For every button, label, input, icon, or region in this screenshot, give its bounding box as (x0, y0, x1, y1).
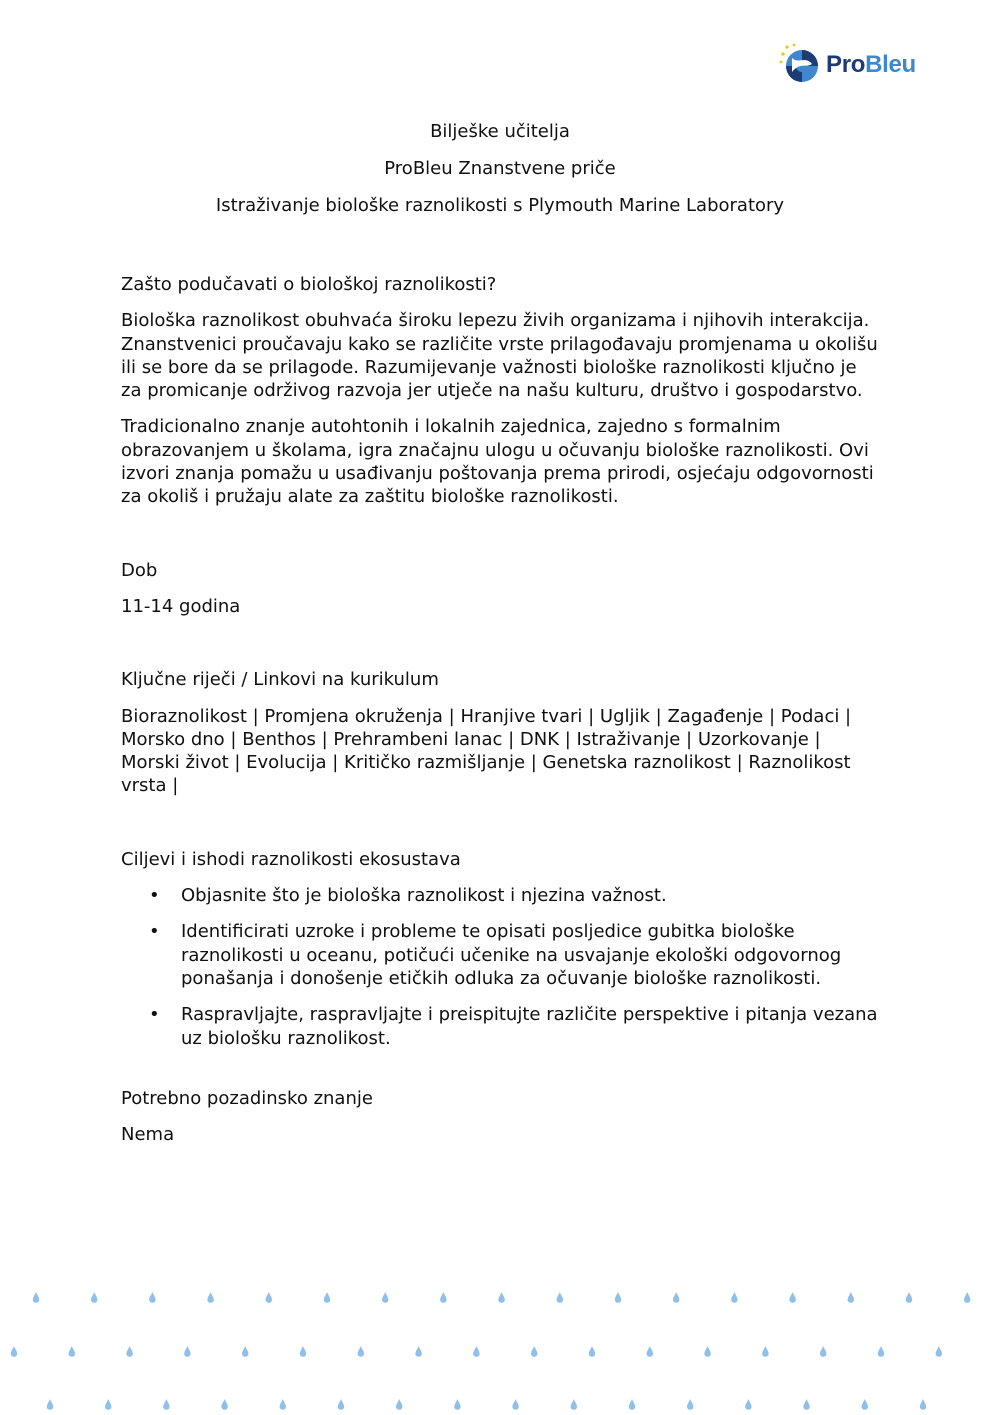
bullet-icon: • (149, 885, 160, 907)
drop-icon (473, 1346, 479, 1357)
drop-icon (512, 1399, 518, 1410)
goals-heading: Ciljevi i ishodi raznolikosti ekosustava (121, 848, 461, 870)
drop-icon (415, 1346, 421, 1357)
drop-icon (878, 1346, 884, 1357)
drop-icon (105, 1399, 111, 1410)
drop-icon (920, 1399, 926, 1410)
background-value: Nema (121, 1124, 175, 1146)
why-paragraph-2: Tradicionalno znanje autohtonih i lokalnih zajednica, zajedno s formalnim obrazovanjem u školama, igra značajnu ulogu u očuvanju biološke raznolikosti. Ovi izvori znanja pomažu u usađivanju poštovanja prema prirodi, osjećaju odgovornosti za okoliš i pružaju alate za zaštitu biološke raznolikosti. (121, 416, 874, 508)
keywords-heading: Ključne riječi / Linkovi na kurikulum (121, 669, 439, 691)
drop-icon (91, 1292, 97, 1303)
header-line-topic: Istraživanje biološke raznolikosti s Plymouth Marine Laboratory (215, 195, 785, 216)
drop-icon (324, 1292, 330, 1303)
drop-icon (803, 1399, 809, 1410)
drop-icon (358, 1346, 364, 1357)
drop-icon (280, 1399, 286, 1410)
list-item-text: Objasnite što je biološka raznolikost i njezina važnost. (181, 885, 667, 907)
drop-icon (589, 1346, 595, 1357)
drop-icon (184, 1346, 190, 1357)
why-paragraph-1: Biološka raznolikost obuhvaća široku lepezu živih organizama i njihovih interakcija. Znanstvenici proučavaju kako se različite vrste prilagođavaju promjenama u okolišu ili se bore da se prilagode. Razumijevanje važnosti biološke raznolikosti ključno je za promicanje održivog razvoja jer utječe na našu kulturu, društvo i gospodarstvo. (121, 310, 878, 402)
drop-icon (629, 1399, 635, 1410)
drop-icon (687, 1399, 693, 1410)
drop-icon (531, 1346, 537, 1357)
drop-icon (69, 1346, 75, 1357)
drop-icon (571, 1399, 577, 1410)
drop-icon (906, 1292, 912, 1303)
drop-icon (300, 1346, 306, 1357)
drop-icon (647, 1346, 653, 1357)
drop-icon (47, 1399, 53, 1410)
drop-icon (382, 1292, 388, 1303)
drop-icon (396, 1399, 402, 1410)
drop-icon (745, 1399, 751, 1410)
logo-text-bleu: Bleu (865, 51, 916, 78)
drop-icon (498, 1292, 504, 1303)
drop-icon (762, 1346, 768, 1357)
age-value: 11-14 godina (121, 595, 241, 617)
bullet-icon: • (149, 921, 160, 943)
drop-icon (936, 1346, 942, 1357)
drop-icon (704, 1346, 710, 1357)
drop-icon (149, 1292, 155, 1303)
drop-icon (615, 1292, 621, 1303)
keywords-text: Bioraznolikost | Promjena okruženja | Hranjive tvari | Ugljik | Zagađenje | Podaci | Morsko dno | Benthos | Prehrambeni lanac | DNK | Istraživanje | Uzorkovanje | Morski život | Evolucija | Kritičko razmišljanje | Genetska raznolikost | Raznolikost vrsta | (121, 705, 852, 797)
drop-icon (338, 1399, 344, 1410)
drop-icon (820, 1346, 826, 1357)
drop-icon (242, 1346, 248, 1357)
bullet-icon: • (149, 1004, 160, 1026)
header-line-series: ProBleu Znanstvene priče (384, 158, 616, 179)
drop-icon (731, 1292, 737, 1303)
header-line-teacher-notes: Bilješke učitelja (430, 121, 570, 142)
drop-icon (673, 1292, 679, 1303)
drop-icon (557, 1292, 563, 1303)
drop-icon (789, 1292, 795, 1303)
drop-icon (207, 1292, 213, 1303)
drop-icon (33, 1292, 39, 1303)
drop-icon (163, 1399, 169, 1410)
drop-icon (848, 1292, 854, 1303)
logo-text-pro: Pro (826, 51, 866, 78)
drop-icon (964, 1292, 970, 1303)
list-item-text: Identificirati uzroke i probleme te opisati posljedice gubitka biološke raznolikosti u oceanu, potičući učenike na usvajanje ekološki odgovornog ponašanja i donošenje etičkih odluka za očuvanje biološke raznolikosti. (181, 921, 842, 989)
background-heading: Potrebno pozadinsko znanje (121, 1087, 373, 1109)
drop-icon (454, 1399, 460, 1410)
list-item-text: Raspravljajte, raspravljajte i preispitujte različite perspektive i pitanja vezana uz biološku raznolikost. (181, 1004, 878, 1049)
drop-icon (266, 1292, 272, 1303)
drop-icon (440, 1292, 446, 1303)
drop-icon (126, 1346, 132, 1357)
why-heading: Zašto podučavati o biološkoj raznolikosti? (121, 274, 497, 295)
drop-icon (221, 1399, 227, 1410)
age-heading: Dob (121, 559, 158, 581)
drop-icon (862, 1399, 868, 1410)
drop-icon (11, 1346, 17, 1357)
